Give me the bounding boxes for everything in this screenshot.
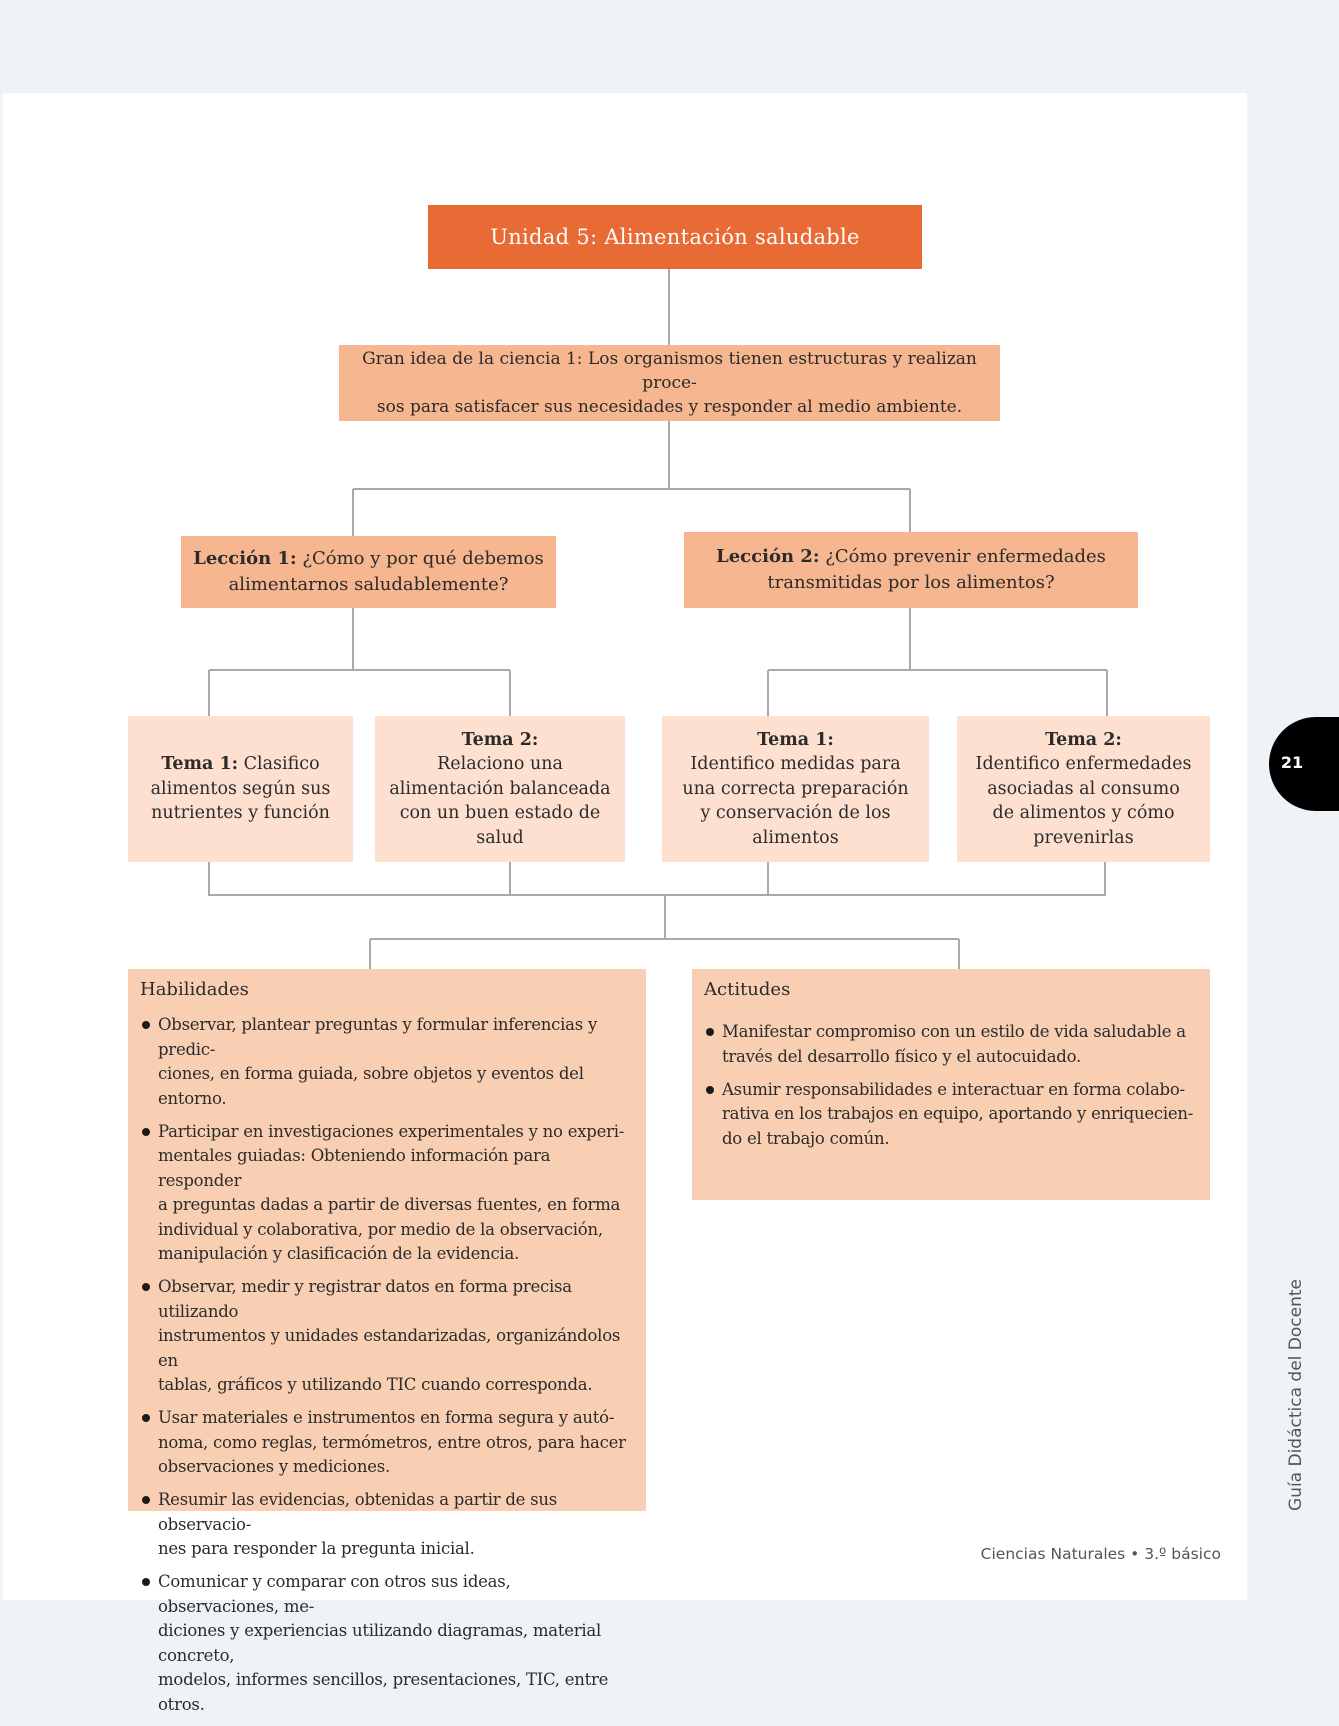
lesson-2-topic-1-box — [662, 716, 929, 862]
skills-item-line: Participar en investigaciones experimentales y no experi- — [158, 1121, 625, 1141]
skills-item-line: tablas, gráficos y utilizando TIC cuando corresponda. — [158, 1375, 593, 1394]
big-idea-line-2: sos para satisfacer sus necesidades y responder al medio ambiente. — [376, 397, 963, 417]
skills-item-line: mentales guiadas: Obteniendo información para responder — [158, 1146, 551, 1190]
topic-text-line: alimentos — [752, 827, 839, 848]
bullet-icon — [142, 1578, 150, 1586]
lesson-1-label: Lección 1: — [193, 548, 297, 569]
connector-lesson1-to-topics — [209, 608, 510, 716]
bullet-icon — [142, 1414, 150, 1422]
attitudes-list — [706, 1020, 1200, 1160]
skills-item-line: Comunicar y comparar con otros sus ideas, observaciones, me- — [158, 1572, 511, 1616]
skills-item — [142, 1275, 636, 1398]
topic-label: Tema 2: — [1045, 729, 1122, 750]
attitudes-item-line: Manifestar compromiso con un estilo de vida saludable a — [722, 1022, 1186, 1041]
lesson-1-topic-1-box — [128, 716, 353, 862]
big-idea-box — [339, 345, 1000, 421]
lesson-1-topic-2-box — [375, 716, 625, 862]
connector-topics-to-panels — [209, 862, 1105, 969]
attitudes-item-line: través del desarrollo físico y el autocuidado. — [722, 1046, 1082, 1066]
attitudes-title: Actitudes — [704, 979, 791, 1000]
lesson-2-question: ¿Cómo prevenir enfermedades — [819, 546, 1106, 567]
attitudes-item-line: do el trabajo común. — [722, 1128, 890, 1148]
bullet-icon — [142, 1496, 150, 1504]
connector-idea-to-lessons — [353, 421, 910, 536]
lesson-2-label: Lección 2: — [716, 546, 820, 567]
topic-label: Tema 1: — [161, 754, 239, 775]
skills-item — [142, 1570, 636, 1717]
skills-item-line: noma, como reglas, termómetros, entre otros, para hacer — [158, 1432, 626, 1452]
skills-list — [142, 1013, 636, 1726]
skills-item — [142, 1013, 636, 1111]
topic-text-line: alimentos según sus — [150, 778, 331, 799]
topic-label: Tema 2: — [461, 729, 539, 750]
lesson-2-box — [684, 532, 1138, 608]
bullet-icon — [706, 1086, 714, 1094]
skills-item-line: nes para responder la pregunta inicial. — [158, 1539, 475, 1558]
topic-text-line: y conservación de los — [700, 803, 891, 824]
skills-item-line: observaciones y mediciones. — [158, 1457, 390, 1476]
skills-item-line: ciones, en forma guiada, sobre objetos y eventos del entorno. — [158, 1064, 584, 1108]
big-idea-line-1: Gran idea de la ciencia 1: Los organismos tienen estructuras y realizan proce- — [362, 349, 977, 393]
skills-panel — [128, 969, 646, 1714]
page-number: 21 — [1280, 753, 1304, 772]
bullet-icon — [142, 1128, 150, 1136]
skills-item-line: instrumentos y unidades estandarizadas, organizándolos en — [158, 1326, 621, 1370]
lesson-2-question-cont: transmitidas por los alimentos? — [767, 572, 1055, 593]
bullet-icon — [142, 1283, 150, 1291]
connector-lesson2-to-topics — [768, 608, 1107, 716]
skills-item-line: Observar, plantear preguntas y formular inferencias y predic- — [158, 1015, 598, 1059]
attitudes-item-line: Asumir responsabilidades e interactuar en forma colabo- — [722, 1079, 1185, 1099]
lesson-1-box — [181, 536, 556, 608]
topic-text-line: una correcta preparación — [682, 778, 909, 799]
topic-text-line: Clasifico — [238, 754, 320, 775]
topic-label: Tema 1: — [757, 729, 834, 750]
bullet-icon — [142, 1021, 150, 1029]
skills-item-line: manipulación y clasificación de la evidencia. — [158, 1244, 520, 1263]
skills-item-line: modelos, informes sencillos, presentaciones, TIC, entre otros. — [158, 1670, 609, 1714]
skills-item-line: Resumir las evidencias, obtenidas a partir de sus observacio- — [158, 1490, 557, 1534]
topic-text-line: Identifico medidas para — [690, 754, 901, 775]
skills-item-line: diciones y experiencias utilizando diagramas, material concreto, — [158, 1621, 602, 1665]
unit-title-box — [428, 205, 922, 269]
footer-text: Ciencias Naturales • 3.º básico — [980, 1545, 1221, 1563]
skills-item-line: Usar materiales e instrumentos en forma segura y autó- — [158, 1408, 615, 1427]
attitudes-panel — [692, 969, 1210, 1200]
topic-text-line: Relaciono una — [437, 754, 563, 775]
topic-text-line: de alimentos y cómo — [992, 803, 1175, 824]
topic-text-line: asociadas al consumo — [987, 778, 1180, 799]
attitudes-item — [706, 1078, 1200, 1152]
skills-item — [142, 1120, 636, 1267]
topic-text-line: salud — [476, 827, 524, 848]
topic-text-line: prevenirlas — [1033, 827, 1134, 848]
topic-text-line: nutrientes y función — [151, 803, 330, 824]
lesson-1-question: ¿Cómo y por qué debemos — [296, 548, 544, 569]
topic-text-line: alimentación balanceada — [389, 778, 611, 799]
skills-item — [142, 1488, 636, 1562]
skills-item — [142, 1406, 636, 1480]
unit-title: Unidad 5: Alimentación saludable — [490, 225, 860, 249]
skills-item-line: individual y colaborativa, por medio de la observación, — [158, 1219, 603, 1239]
skills-item-line: Observar, medir y registrar datos en forma precisa utilizando — [158, 1277, 572, 1321]
topic-text-line: con un buen estado de — [399, 803, 601, 824]
topic-text-line: Identifico enfermedades — [975, 754, 1192, 775]
skills-item-line: a preguntas dadas a partir de diversas fuentes, en forma — [158, 1195, 621, 1214]
bullet-icon — [706, 1028, 714, 1036]
skills-title: Habilidades — [140, 979, 249, 1000]
lesson-1-question-cont: alimentarnos saludablemente? — [228, 574, 509, 595]
lesson-2-topic-2-box — [957, 716, 1210, 862]
side-label: Guía Didáctica del Docente — [1286, 1279, 1306, 1511]
attitudes-item — [706, 1020, 1200, 1069]
attitudes-item-line: rativa en los trabajos en equipo, aportando y enriquecien- — [722, 1104, 1194, 1123]
